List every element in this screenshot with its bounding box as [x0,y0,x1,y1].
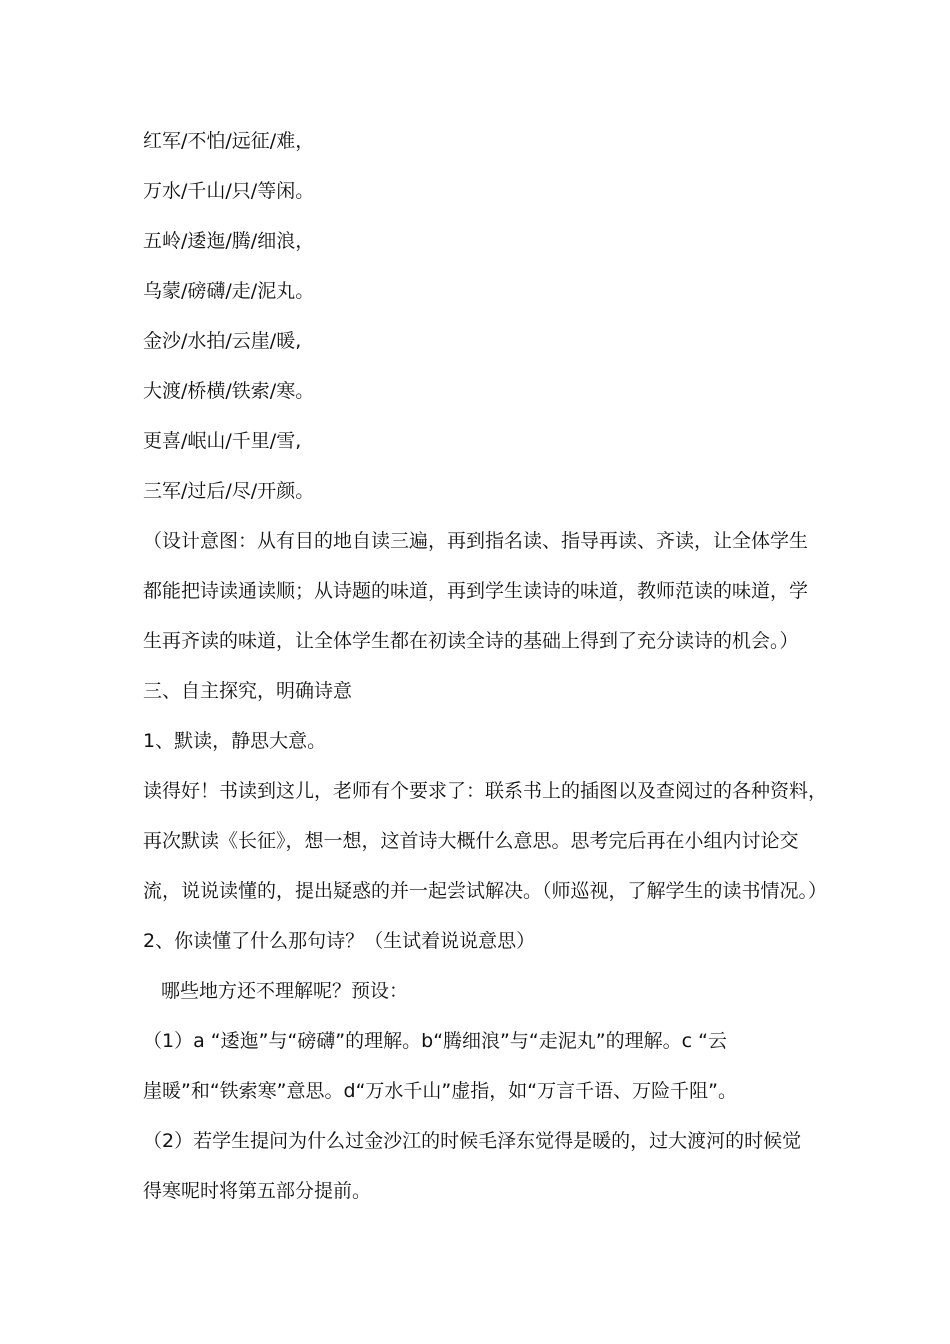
poem-line-6: 大渡/桥横/铁索/寒。 [143,380,315,402]
design-intent-line-1: （设计意图：从有目的地自读三遍，再到指名读、指导再读、齐读，让全体学生 [143,530,809,552]
poem-line-7: 更喜/岷山/千里/雪, [143,430,302,452]
preset-2-line-2: 得寒呢时将第五部分提前。 [143,1180,372,1202]
poem-line-3: 五岭/逶迤/腾/细浪， [143,230,315,252]
poem-line-8: 三军/过后/尽/开颜。 [143,480,315,502]
preset-2-line-1: （2）若学生提问为什么过金沙江的时候毛泽东觉得是暖的，过大渡河的时候觉 [143,1130,802,1152]
step-1-text-1: 读得好！书读到这儿，老师有个要求了：联系书上的插图以及查阅过的各种资料， [143,780,828,802]
poem-line-1: 红军/不怕/远征/难， [143,130,315,152]
step-1-text-3: 流，说说读懂的，提出疑惑的并一起尝试解决。（师巡视，了解学生的读书情况。） [143,880,828,902]
preset-1-line-1: （1）a “逶迤”与“磅礴”的理解。b“腾细浪”与“走泥丸”的理解。c “云 [143,1030,727,1052]
preset-1-line-2: 崖暖”和“铁索寒”意思。d“万水千山”虚指，如“万言千语、万险千阻”。 [143,1080,737,1102]
design-intent-line-3: 生再齐读的味道，让全体学生都在初读全诗的基础上得到了充分读诗的机会。） [143,630,799,652]
poem-line-5: 金沙/水拍/云崖/暖, [143,330,302,352]
design-intent-line-2: 都能把诗读通读顺；从诗题的味道，再到学生读诗的味道，教师范读的味道，学 [143,580,809,602]
step-2-question: 哪些地方还不理解呢？预设： [161,980,409,1002]
step-1-heading: 1、默读，静思大意。 [143,730,327,752]
step-2-heading: 2、你读懂了什么那句诗？（生试着说说意思） [143,930,536,952]
poem-line-2: 万水/千山/只/等闲。 [143,180,315,202]
poem-line-4: 乌蒙/磅礴/走/泥丸。 [143,280,315,302]
step-1-text-2: 再次默读《长征》，想一想，这首诗大概什么意思。思考完后再在小组内讨论交 [143,830,799,852]
document-body [143,116,828,1216]
section-heading: 三、自主探究，明确诗意 [143,680,353,702]
